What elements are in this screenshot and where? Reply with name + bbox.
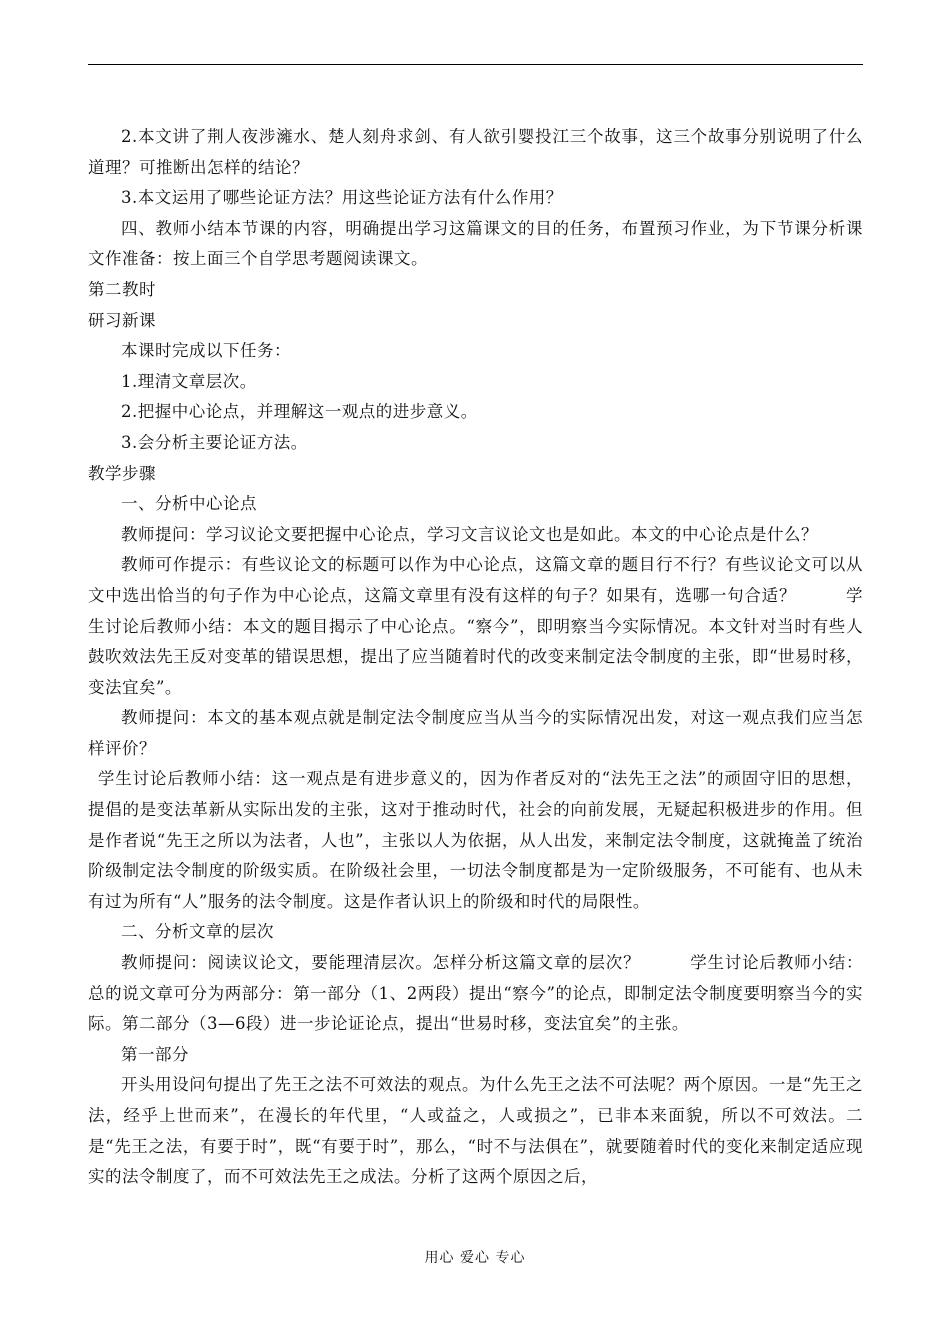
list-item: 1.理清文章层次。 (121, 371, 257, 391)
list-item: 2.把握中心论点，并理解这一观点的进步意义。 (121, 402, 478, 422)
subsection-heading: 第一部分 (121, 1044, 189, 1064)
paragraph (88, 948, 863, 1040)
paragraph-part: 学生讨论后教师小结：本文的题目揭示了中心论点。“察今”，即明察当今实际情况。本文针对当时有些人鼓吹效法先王反对变革的错误思想，提出了应当随着时代的改变来制定法令制度的主张，即“世易时移，变法宜矣”。 (88, 585, 864, 697)
paragraph: 2.本文讲了荆人夜涉澭水、楚人刻舟求剑、有人欲引婴投江三个故事，这三个故事分别说明了什么道理？可推断出怎样的结论？ (88, 127, 863, 177)
subsection-heading: 二、分析文章的层次 (121, 922, 274, 942)
paragraph: 四、教师小结本节课的内容，明确提出学习这篇课文的目的任务，布置预习作业，为下节课分析课文作准备：按上面三个自学思考题阅读课文。 (88, 218, 863, 269)
paragraph-part: 教师提问：阅读议论文，要能理清层次。怎样分析这篇文章的层次？ (121, 953, 641, 973)
paragraph: 开头用设问句提出了先王之法不可效法的观点。为什么先王之法不可法呢？两个原因。一是“先王之法，经乎上世而来”，在漫长的年代里，“人或益之，人或损之”，已非本来面貌，所以不可效法。二是“先王之法，有要于时”，既“有要于时”，那么，“时不与法俱在”，就要随着时代的变化来制定适应现实的法令制度了，而不可效法先王之成法。分析了这两个原因之后， (88, 1075, 863, 1187)
document-body (88, 122, 863, 1193)
paragraph: 教师提问：本文的基本观点就是制定法令制度应当从当今的实际情况出发，对这一观点我们应当怎样评价？ (88, 708, 863, 758)
section-heading: 第二教时 (88, 279, 156, 299)
paragraph-part: 教师可作提示：有些议论文的标题可以作为中心论点，这篇文章的题目行不行？有些议论文可以从文中选出恰当的句子作为中心论点，这篇文章里有没有这样的句子？如果有，选哪一句合适？ (88, 555, 863, 605)
page-footer: 用心 爱心 专心 (424, 1250, 526, 1266)
subsection-heading: 一、分析中心论点 (121, 494, 257, 514)
paragraph: 学生讨论后教师小结：这一观点是有进步意义的，因为作者反对的“法先王之法”的顽固守旧的思想，提倡的是变法革新从实际出发的主张，这对于推动时代，社会的向前发展，无疑起积极进步的作用。但是作者说“先王之所以为法者，人也”，主张以人为依据，从人出发，来制定法令制度，这就掩盖了统治阶级制定法令制度的阶级实质。在阶级社会里，一切法令制度都是为一定阶级服务，不可能有、也从未有过为所有“人”服务的法令制度。这是作者认识上的阶级和时代的局限性。 (88, 769, 863, 911)
header-rule (88, 64, 863, 65)
paragraph (88, 550, 863, 703)
paragraph-part: 学生讨论后教师小结：总的说文章可分为两部分：第一部分（1、2两段）提出“察今”的论点，即制定法令制度要明察当今的实际。第二部分（3—6段）进一步论证论点，提出“世易时移，变法宜矣”的主张。 (88, 953, 863, 1034)
section-heading: 研习新课 (88, 310, 156, 330)
paragraph: 教师提问：学习议论文要把握中心论点，学习文言议论文也是如此。本文的中心论点是什么？ (121, 524, 818, 544)
paragraph: 本课时完成以下任务： (121, 341, 291, 361)
list-item: 3.会分析主要论证方法。 (121, 432, 308, 452)
paragraph: 3.本文运用了哪些论证方法？用这些论证方法有什么作用？ (121, 188, 563, 208)
section-heading: 教学步骤 (88, 463, 156, 483)
